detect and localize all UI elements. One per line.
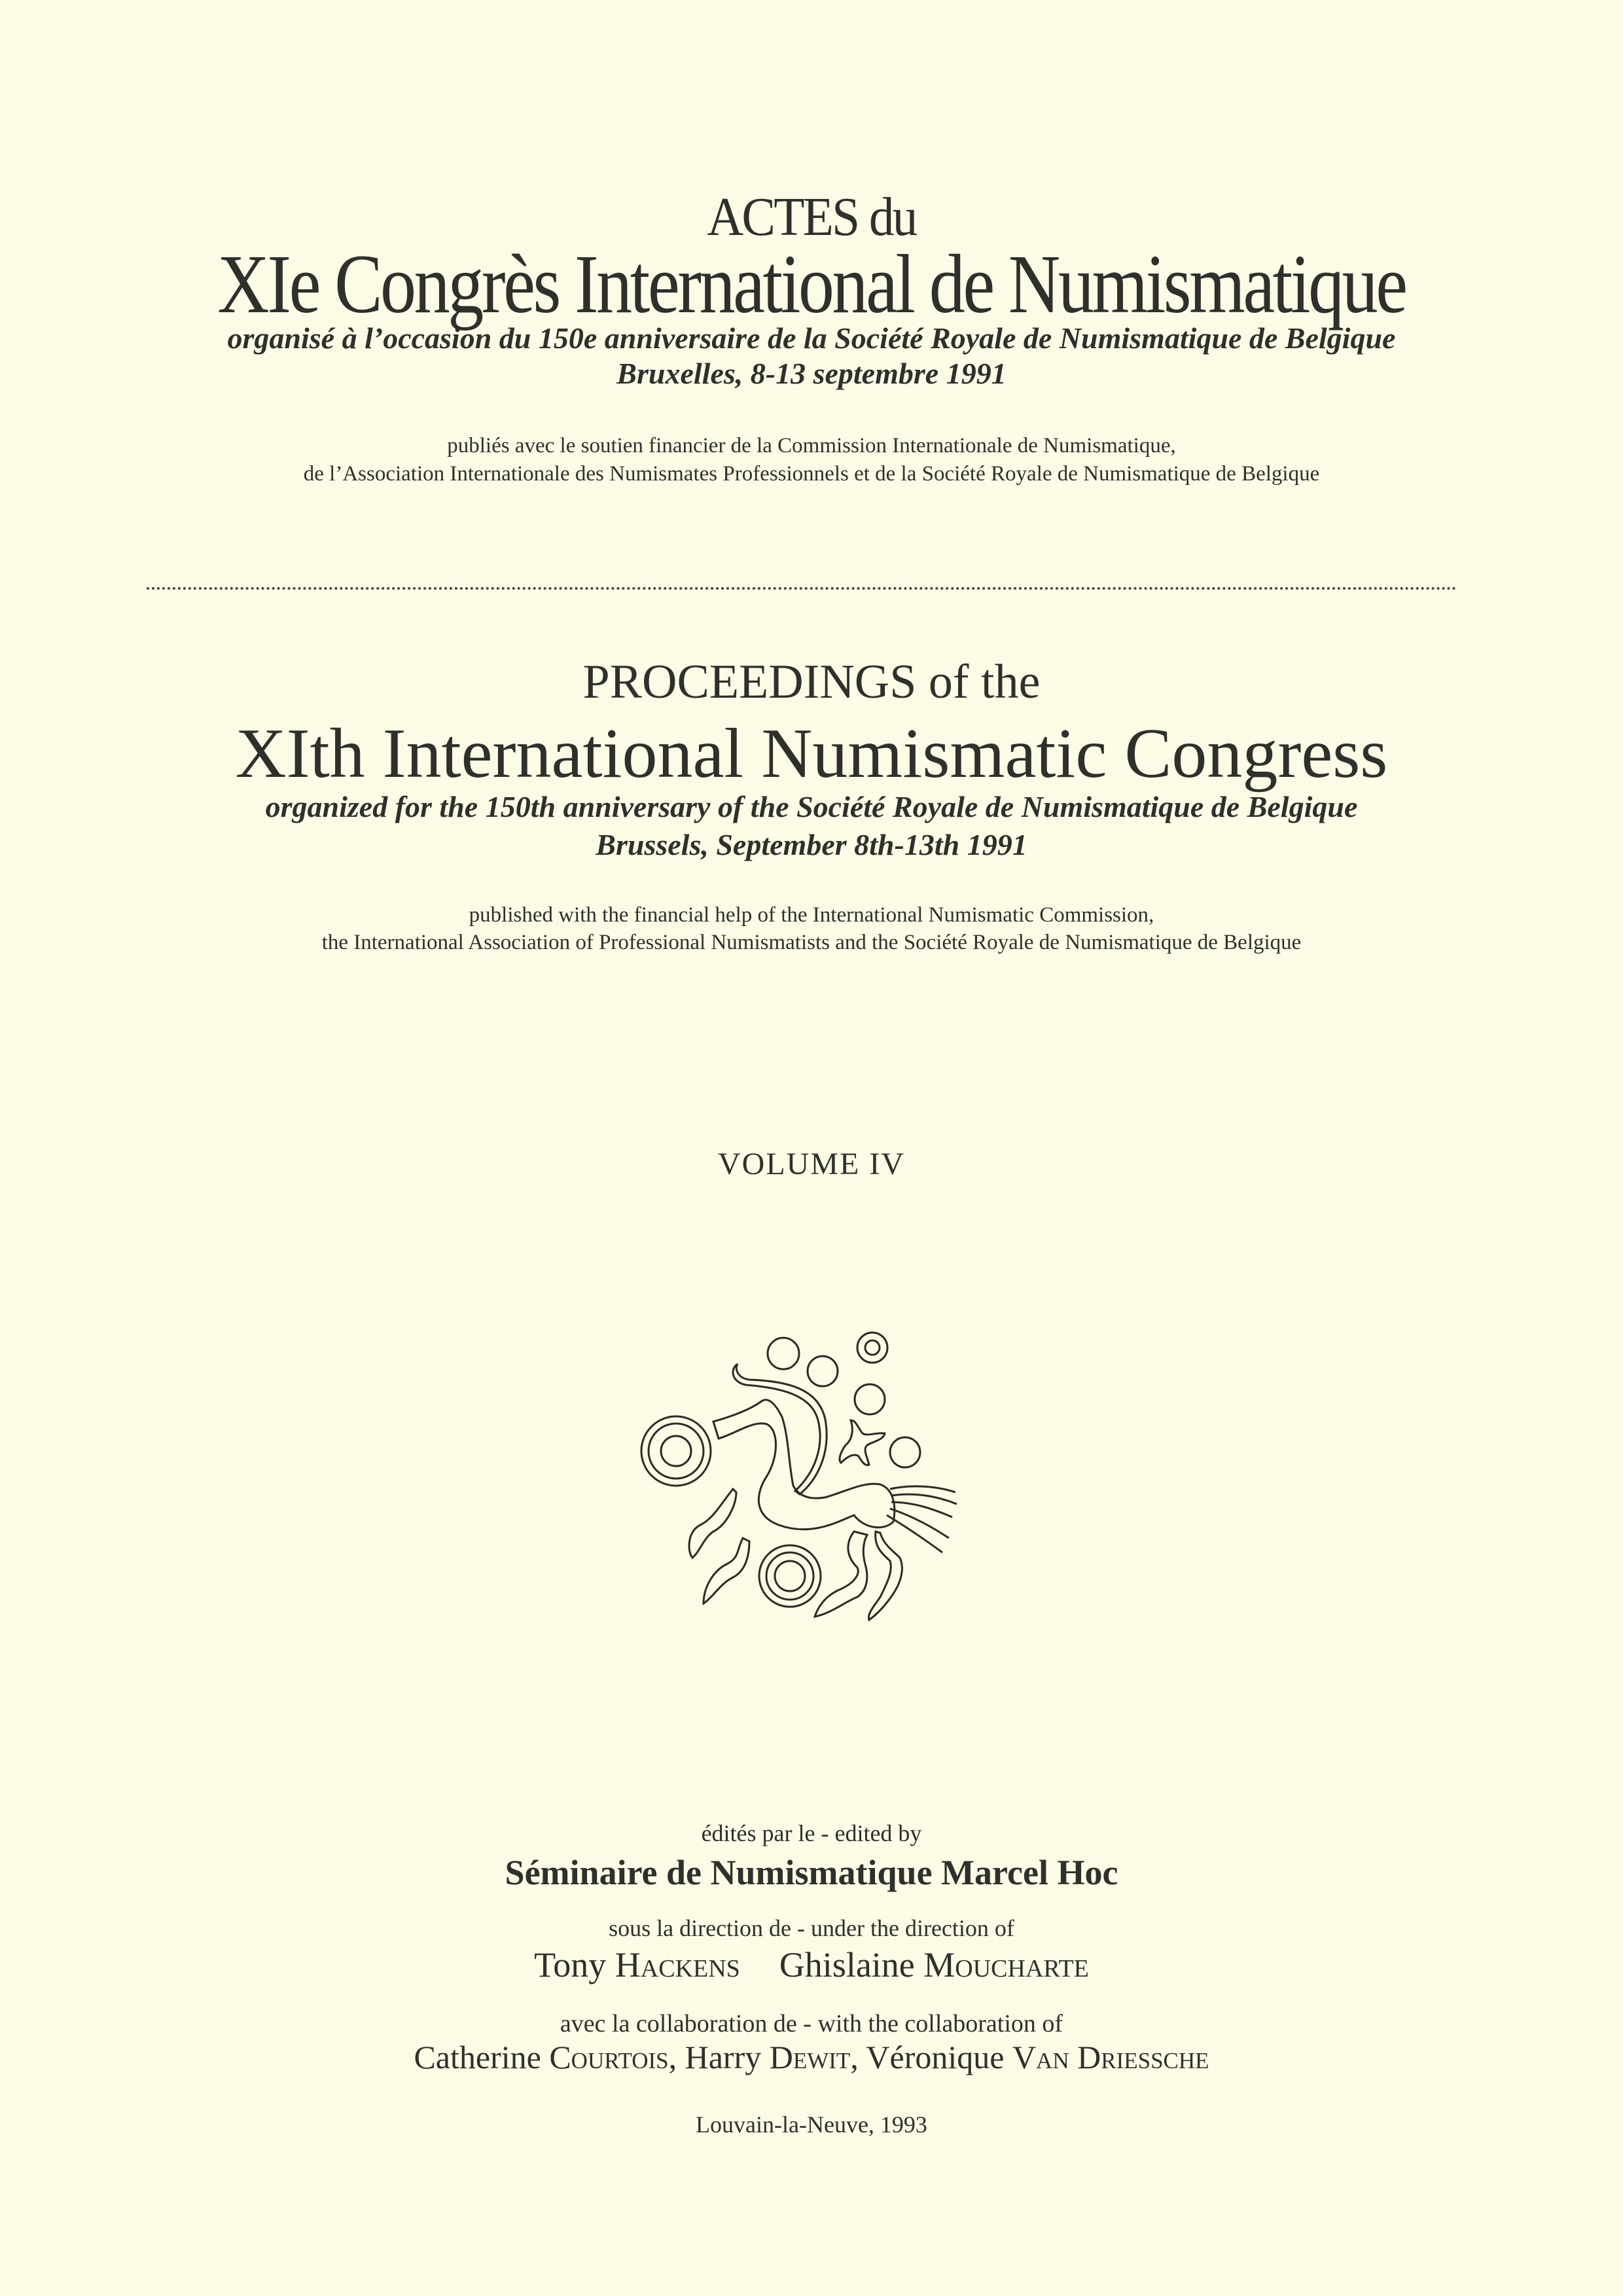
french-title-line1: ACTES du [707,187,916,247]
english-support-line1: published with the financial help of the International Numismatic Commission, [469,903,1154,927]
french-subtitle: organisé à l’occasion du 150e anniversaire de la Société Royale de Numismatique de Belgique [227,321,1396,355]
english-support-line2: the International Association of Professional Numismatists and the Société Royale de Numismatique de Belgique [321,931,1302,954]
imprint: Louvain-la-Neuve, 1993 [696,2111,927,2138]
directors [0,1947,1623,1982]
collaborator-last-name: Courtois [549,2039,669,2075]
collaborator-first-name: Harry [685,2039,770,2075]
english-place-date: Brussels, September 8th-13th 1991 [596,828,1027,861]
collaboration-label: avec la collaboration de - with the collaboration of [560,2010,1063,2037]
volume-number: VOLUME IV [718,1147,905,1181]
collaborator-last-name: Dewit [769,2039,851,2075]
collaborators [0,2041,1623,2073]
separator: , [850,2039,866,2075]
director-name [534,1945,740,1984]
collaborator-last-name: Van Driessche [1012,2039,1209,2075]
edited-by-label: édités par le - edited by [701,1820,922,1846]
director-first-name: Ghislaine [779,1945,924,1984]
dotted-divider [147,587,1457,590]
english-title-line2: XIth International Numismatic Congress [235,715,1388,793]
emblem-illustration [622,1296,988,1662]
editor-name: Séminaire de Numismatique Marcel Hoc [505,1853,1118,1892]
collaborator-first-name: Véronique [866,2039,1012,2075]
english-title-line1: PROCEEDINGS of the [582,655,1041,709]
french-place-date: Bruxelles, 8-13 septembre 1991 [616,357,1007,390]
director-last-name: Moucharte [923,1945,1089,1984]
separator: , [668,2039,685,2075]
french-title-line2: XIe Congrès International de Numismatique [217,238,1406,331]
french-support-line1: publiés avec le soutien financier de la Commission Internationale de Numismatique, [447,434,1176,457]
english-subtitle: organized for the 150th anniversary of the Société Royale de Numismatique de Belgique [265,790,1358,823]
french-support-line2: de l’Association Internationale des Numismates Professionnels et de la Société Royale de Numismatique de Belgique [303,462,1320,486]
director-first-name: Tony [534,1945,615,1984]
collaborator-first-name: Catherine [414,2039,550,2075]
direction-label: sous la direction de - under the direction of [609,1915,1014,1941]
director-name [779,1945,1089,1984]
director-last-name: Hackens [615,1945,740,1984]
